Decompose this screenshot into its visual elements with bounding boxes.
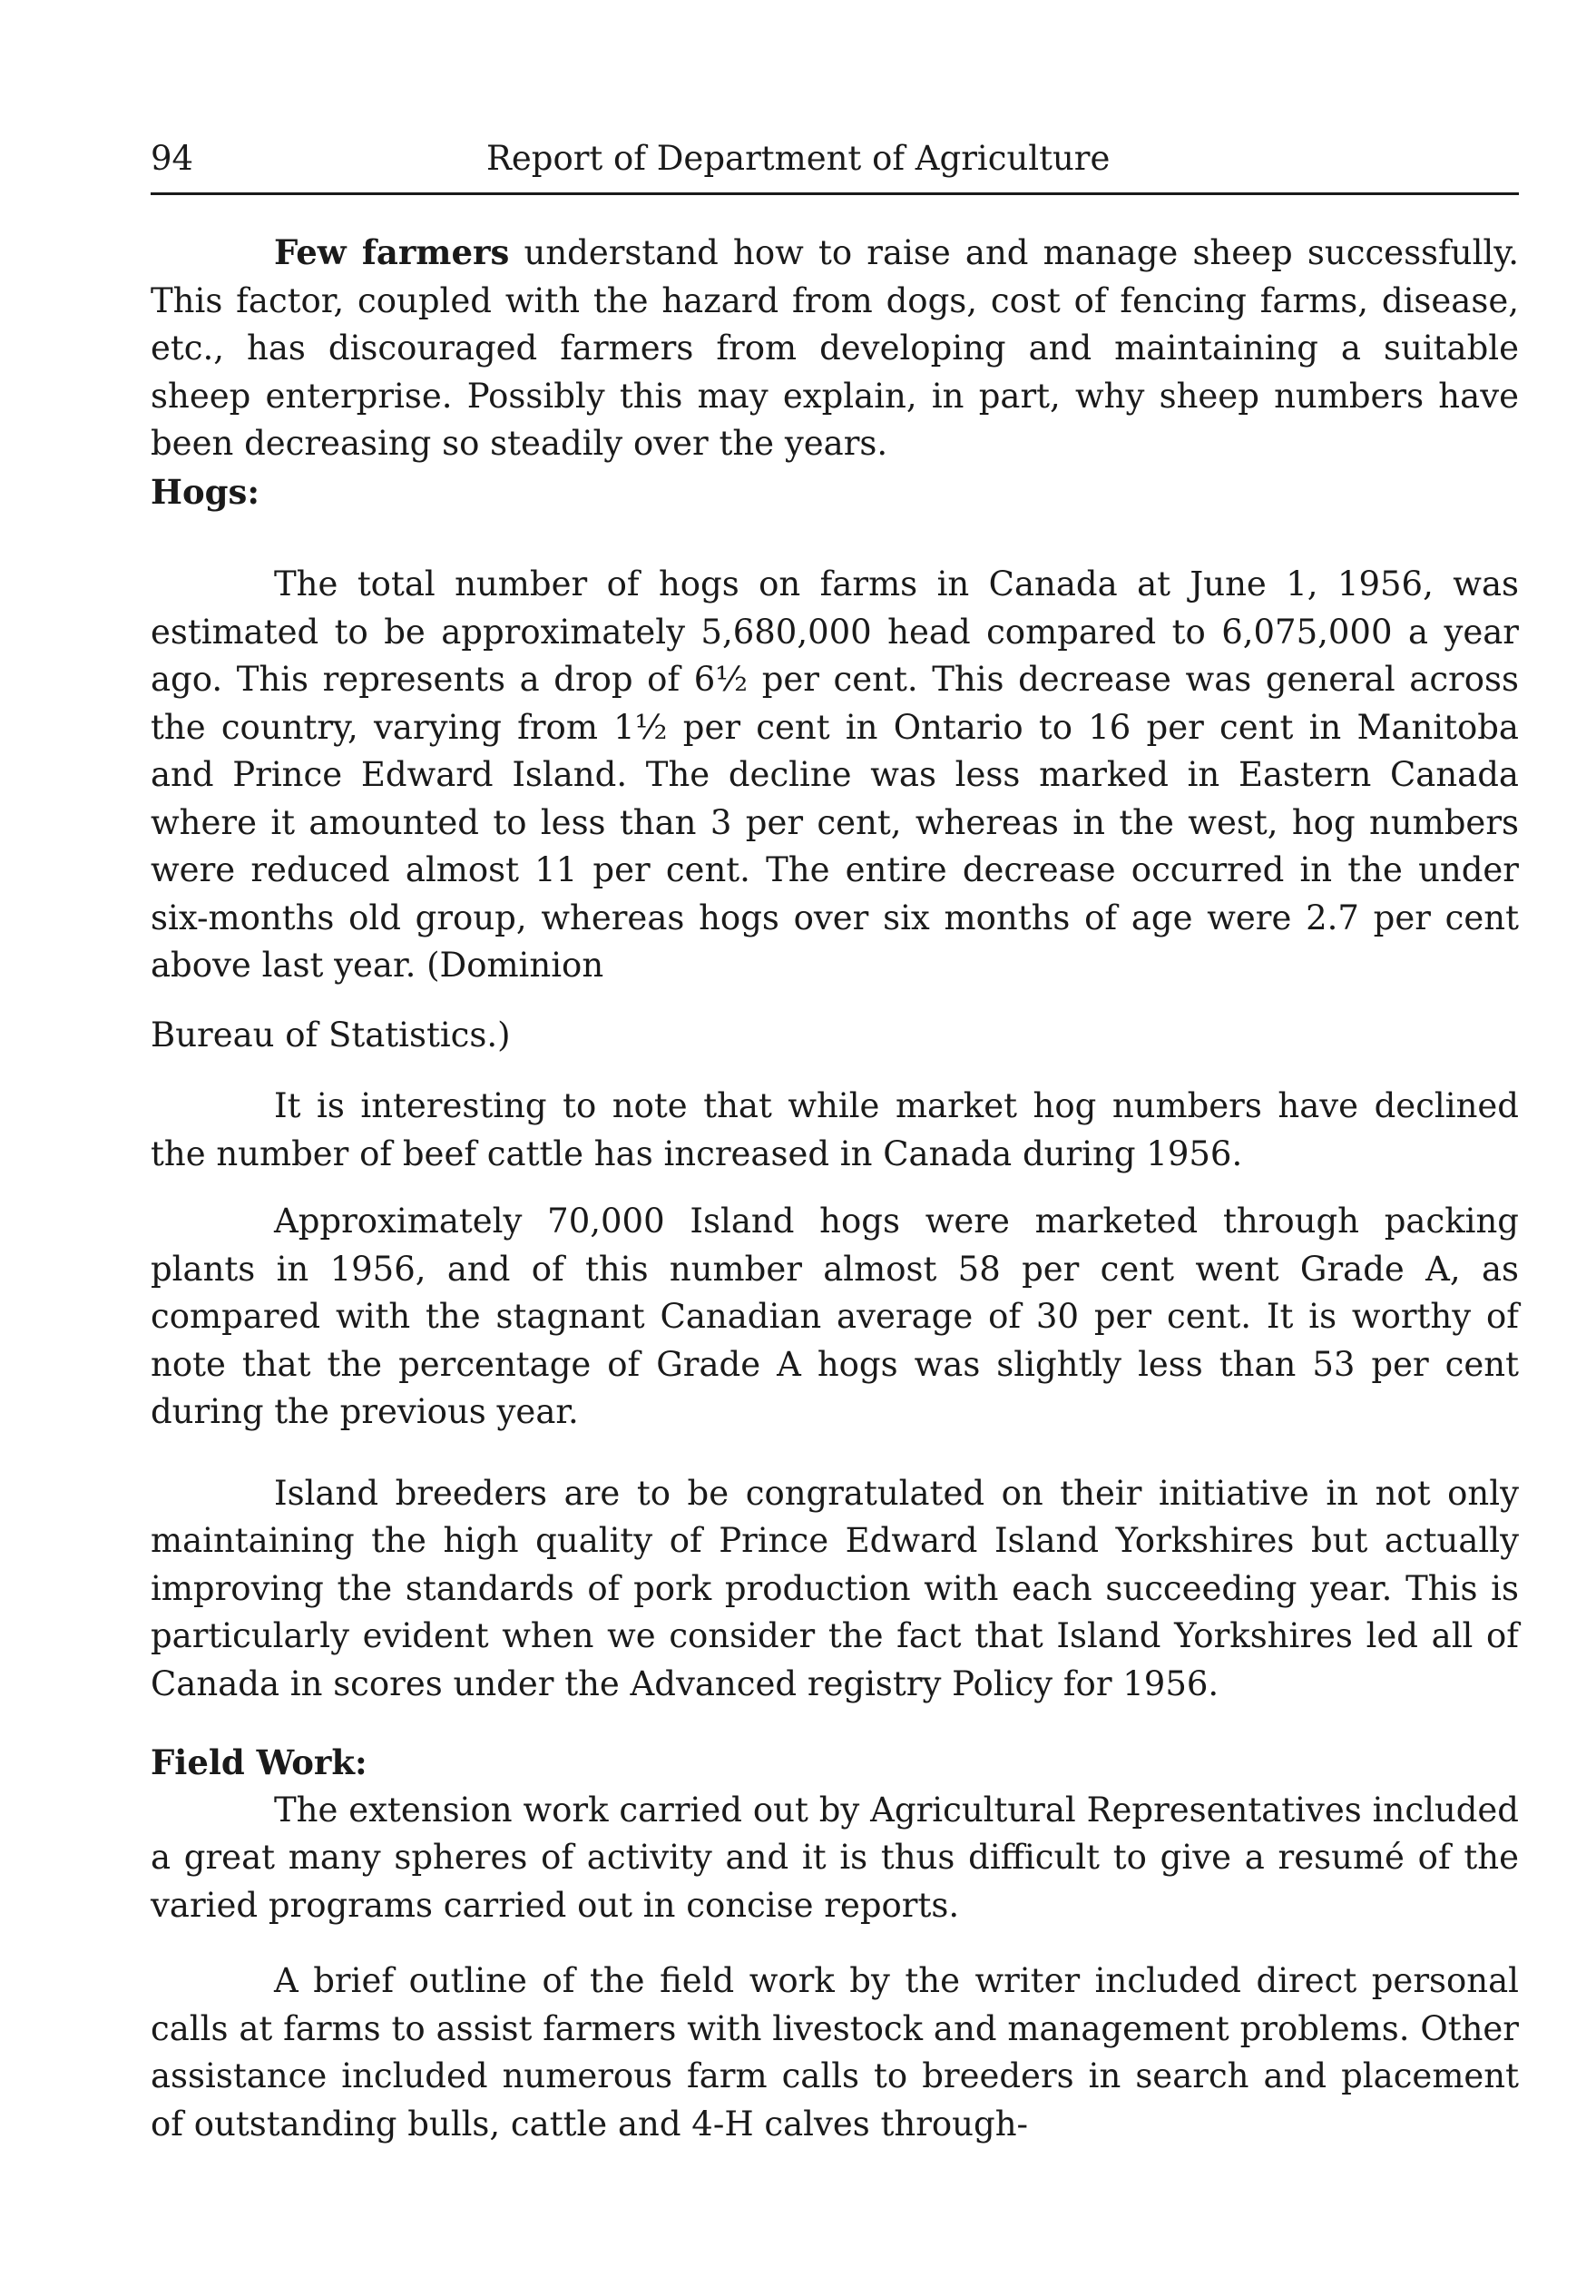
- field-work-paragraph-1: The extension work carried out by Agricultural Representatives included a great many spheres of activity and it is thus difficult to give a resumé of the varied programs carried out in concise reports.: [151, 1790, 1519, 1925]
- body-text: [151, 229, 1519, 2148]
- field-work-heading: Field Work:: [151, 1742, 367, 1782]
- hogs-heading: Hogs:: [151, 471, 259, 512]
- sheep-paragraph-lead: Few farmers: [274, 232, 510, 272]
- page-number: 94: [151, 139, 194, 178]
- hogs-paragraph-2: It is interesting to note that while market hog numbers have declined the number of beef cattle has increased in Canada during 1956.: [151, 1086, 1519, 1173]
- page-header: [151, 136, 1519, 182]
- running-title: Report of Department of Agriculture: [486, 139, 1111, 178]
- field-work-paragraph-2: A brief outline of the field work by the writer included direct personal calls at farms to assist farmers with livestock and management problems. Other assistance included numerous farm calls to breeders in search and placement of outstanding bulls, cattle and 4-H calves through-: [151, 1961, 1519, 2144]
- hogs-paragraph-1-continued: Bureau of Statistics.): [151, 1015, 511, 1055]
- hogs-paragraph-3: Approximately 70,000 Island hogs were marketed through packing plants in 1956, and of this number almost 58 per cent went Grade A, as compared with the stagnant Canadian average of 30 per cent. It is worthy of note that the percentage of Grade A hogs was slightly less than 53 per cent during the previous year.: [151, 1202, 1519, 1431]
- sheep-paragraph: [151, 229, 1519, 468]
- hogs-paragraph-1: The total number of hogs on farms in Canada at June 1, 1956, was estimated to be approximately 5,680,000 head compared to 6,075,000 a year ago. This represents a drop of 6½ per cent. This decrease was general across the country, varying from 1½ per cent in Ontario to 16 per cent in Manitoba and Prince Edward Island. The decline was less marked in Eastern Canada where it amounted to less than 3 per cent, whereas in the west, hog numbers were reduced almost 11 per cent. The entire decrease occurred in the under six-months old group, whereas hogs over six months of age were 2.7 per cent above last year. (Dominion: [151, 564, 1519, 985]
- sheep-paragraph-text: understand how to raise and manage sheep successfully. This factor, coupled with the hazard from dogs, cost of fencing farms, disease, etc., has discouraged farmers from developing and maintaining a suitable sheep enterprise. Possibly this may explain, in part, why sheep numbers have been decreasing so steadily over the years.: [151, 233, 1519, 463]
- header-rule: [151, 192, 1519, 195]
- hogs-paragraph-4: Island breeders are to be congratulated on their initiative in not only maintaining the high quality of Prince Edward Island Yorkshires but actually improving the standards of pork production with each succeeding year. This is particularly evident when we consider the fact that Island Yorkshires led all of Canada in scores under the Advanced registry Policy for 1956.: [151, 1473, 1519, 1703]
